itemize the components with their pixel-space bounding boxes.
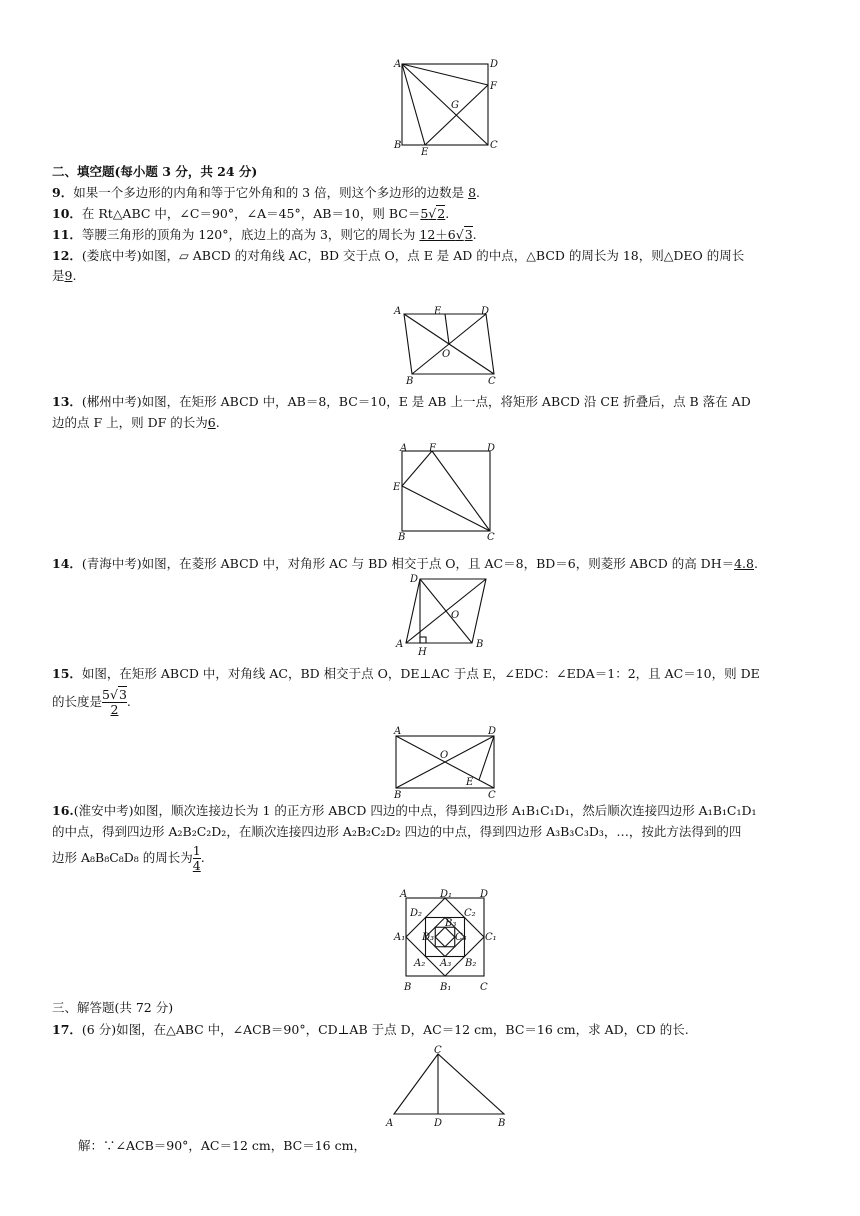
- q16-answer-numerator: 1: [192, 843, 201, 858]
- label-b: B: [404, 982, 412, 993]
- label-c2: C₂: [464, 908, 476, 919]
- label-b: B: [394, 140, 402, 151]
- label-f: F: [429, 443, 436, 454]
- question-17: [52, 1022, 689, 1038]
- label-o: O: [451, 610, 460, 621]
- q15-tail: .: [126, 694, 131, 709]
- q15-answer-coef: 5: [102, 687, 110, 702]
- label-b2: B₂: [465, 958, 477, 969]
- label-d: D: [434, 1118, 443, 1129]
- q11-text: 等腰三角形的顶角为 120°，底边上的高为 3，则它的周长为: [81, 227, 420, 242]
- q13-number: 13．: [52, 394, 82, 409]
- label-e: E: [466, 777, 474, 788]
- label-o: O: [442, 349, 451, 360]
- q12-answer: 9: [64, 268, 73, 283]
- label-d: D: [487, 443, 496, 454]
- q16-tail: .: [200, 850, 205, 865]
- label-a: A: [386, 1118, 394, 1129]
- label-c: C: [488, 376, 496, 387]
- label-a: A: [396, 639, 404, 650]
- question-16-line2: [52, 824, 741, 840]
- label-c: C: [487, 532, 495, 543]
- figure-folded-rectangle: [392, 442, 512, 542]
- q13-answer: 6: [207, 415, 216, 430]
- label-b: B: [406, 376, 414, 387]
- q14-tail: .: [754, 556, 758, 571]
- label-e: E: [421, 147, 429, 158]
- label-d: D: [410, 574, 419, 585]
- label-c: C: [490, 140, 498, 151]
- q15-answer-denominator: 2: [110, 702, 119, 717]
- q15-answer-radicand: 3: [118, 687, 127, 702]
- q15-number: 15．: [52, 666, 82, 681]
- label-g: G: [451, 100, 459, 111]
- q11-tail: .: [472, 227, 477, 242]
- section-fill-in-title: 二、填空题(每小题 3 分，共 24 分): [52, 164, 258, 179]
- label-d3: D₃: [422, 932, 435, 943]
- label-e: E: [393, 482, 401, 493]
- label-c1: C₁: [485, 932, 497, 943]
- label-b: B: [398, 532, 406, 543]
- question-9: [52, 185, 480, 201]
- q16-line3-text: 边形 A₈B₈C₈D₈ 的周长为: [52, 850, 193, 865]
- question-13-line2: [52, 415, 220, 431]
- label-d2: D₂: [410, 908, 423, 919]
- label-a: A: [394, 306, 402, 317]
- q12-line2-text: 是: [52, 268, 65, 283]
- label-b3: B₃: [445, 918, 457, 929]
- question-14: [52, 556, 758, 572]
- label-a: A: [394, 59, 402, 70]
- label-a3: A₃: [440, 958, 452, 969]
- question-15-line2: [52, 688, 131, 717]
- solution-start: 解：∵∠ACB＝90°，AC＝12 cm，BC＝16 cm，: [78, 1138, 366, 1153]
- label-a: A: [400, 443, 408, 454]
- label-a: A: [400, 889, 408, 900]
- label-b: B: [476, 639, 484, 650]
- q9-tail: .: [476, 185, 481, 200]
- label-b: B: [498, 1118, 506, 1129]
- q15-answer: $\frac{5√3}{2}$: [102, 687, 127, 717]
- q13-line2-text: 边的点 F 上，则 DF 的长为: [52, 415, 208, 430]
- label-h: H: [418, 647, 427, 658]
- q12-text: (娄底中考)如图，▱ ABCD 的对角线 AC，BD 交于点 O，点 E 是 AD 的中点，△BCD 的周长为 18，则△DEO 的周长: [81, 248, 745, 263]
- q11-answer-coef: 12＋6: [419, 227, 456, 242]
- q10-tail: .: [445, 206, 450, 221]
- label-d: D: [480, 889, 489, 900]
- question-16-line3: [52, 844, 205, 873]
- question-12-line1: [52, 248, 744, 264]
- label-f: F: [490, 81, 497, 92]
- question-11: [52, 227, 477, 243]
- q14-answer: 4.8: [734, 556, 754, 571]
- q16-number: 16.: [52, 803, 74, 818]
- q10-answer: 5√2: [420, 206, 446, 221]
- question-16-line1: [52, 803, 757, 819]
- q9-text: 如果一个多边形的内角和等于它外角和的 3 倍，则这个多边形的边数是: [73, 185, 469, 200]
- q11-answer-radicand: 3: [464, 227, 473, 242]
- q13-tail: .: [215, 415, 220, 430]
- q9-number: 9．: [52, 185, 74, 200]
- q10-answer-radicand: 2: [437, 206, 446, 221]
- label-d: D: [490, 59, 499, 70]
- q10-text: 在 Rt△ABC 中，∠C＝90°，∠A＝45°，AB＝10，则 BC＝: [81, 206, 421, 221]
- q10-number: 10．: [52, 206, 82, 221]
- label-d: D: [481, 306, 490, 317]
- label-c: C: [480, 982, 488, 993]
- label-a: A: [394, 726, 402, 737]
- q16-text-line1: (淮安中考)如图，顺次连接边长为 1 的正方形 ABCD 四边的中点，得到四边形 A₁B₁C₁D₁，然后顺次连接四边形 A₁B₁C₁D₁: [73, 803, 757, 818]
- label-c3: C₃: [455, 932, 467, 943]
- q13-text: (郴州中考)如图，在矩形 ABCD 中，AB＝8，BC＝10，E 是 AB 上一点，将矩形 ABCD 沿 CE 折叠后，点 B 落在 AD: [81, 394, 751, 409]
- label-o: O: [440, 750, 449, 761]
- question-15-line1: [52, 666, 760, 682]
- q12-tail: .: [72, 268, 77, 283]
- label-d: D: [488, 726, 497, 737]
- question-12-line2: [52, 268, 76, 284]
- q16-answer: [193, 844, 201, 873]
- label-d1: D₁: [440, 889, 453, 900]
- label-a2: A₂: [414, 958, 426, 969]
- label-a1: A₁: [394, 932, 406, 943]
- q16-text-line2: 的中点，得到四边形 A₂B₂C₂D₂，在顺次连接四边形 A₂B₂C₂D₂ 四边的中点，得到四边形 A₃B₃C₃D₃，…，按此方法得到的四: [52, 824, 742, 839]
- figure-square-afe: [392, 56, 502, 156]
- q14-number: 14．: [52, 556, 82, 571]
- q10-answer-coef: 5: [420, 206, 429, 221]
- q17-text: (6 分)如图，在△ABC 中，∠ACB＝90°，CD⊥AB 于点 D，AC＝12 cm，BC＝16 cm，求 AD，CD 的长.: [81, 1022, 689, 1037]
- label-b: B: [394, 790, 402, 801]
- figure-rhombus: [390, 573, 510, 659]
- q14-text: (青海中考)如图，在菱形 ABCD 中，对角形 AC 与 BD 相交于点 O，且 AC＝8，BD＝6，则菱形 ABCD 的高 DH＝: [81, 556, 735, 571]
- figure-parallelogram-abcd: [390, 302, 510, 386]
- q15-text: 如图，在矩形 ABCD 中，对角线 AC，BD 相交于点 O，DE⊥AC 于点 E，∠EDC：∠EDA＝1：2，且 AC＝10，则 DE: [81, 666, 760, 681]
- label-c: C: [488, 790, 496, 801]
- label-c: C: [434, 1045, 442, 1056]
- figure-nested-squares: [392, 888, 502, 994]
- q11-number: 11．: [52, 227, 82, 242]
- q11-answer: 12＋6√3: [419, 227, 473, 242]
- q15-line2-text: 的长度是: [52, 694, 103, 709]
- question-13-line1: [52, 394, 751, 410]
- section-answer-title: 三、解答题(共 72 分): [52, 1000, 174, 1015]
- q12-number: 12．: [52, 248, 82, 263]
- q16-answer-denominator: 4: [192, 858, 201, 873]
- label-e: E: [434, 306, 442, 317]
- label-b1: B₁: [440, 982, 452, 993]
- q9-answer: 8: [468, 185, 477, 200]
- question-10: [52, 206, 449, 222]
- q17-number: 17．: [52, 1022, 82, 1037]
- figure-rectangle-de: [388, 724, 508, 800]
- figure-right-triangle: [380, 1044, 520, 1130]
